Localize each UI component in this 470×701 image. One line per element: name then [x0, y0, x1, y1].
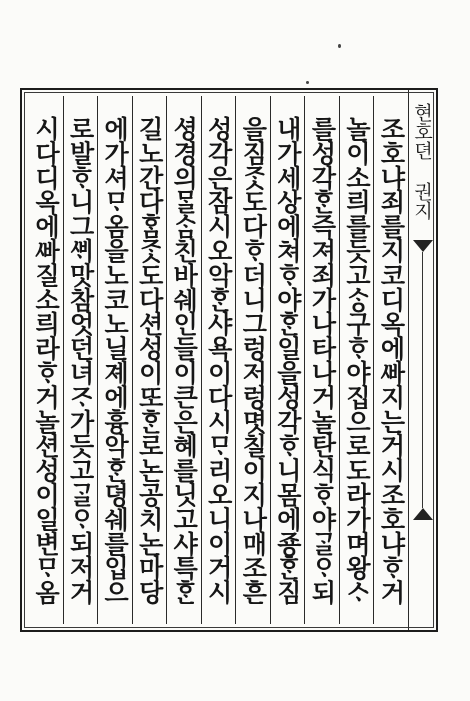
text-column: [304, 96, 339, 624]
column-text: 내가세상에쳐ᄒᆞ야ᄒᆞᆫ일을성각ᄒᆞ니몸에죵ᄒᆞᆫ짐: [273, 115, 303, 604]
text-column: [235, 96, 270, 624]
ink-speck: [306, 81, 309, 84]
text-column: [132, 96, 167, 624]
text-column: [339, 96, 374, 624]
text-column: [270, 96, 305, 624]
fish-tail-mark-bottom-icon: [413, 508, 433, 520]
column-text: 에가셔ᄆᆞ옴을노코노닐졔에흉악ᄒᆞᆫ뎡쉐를입으: [100, 115, 130, 604]
fish-tail-line: [422, 252, 423, 508]
fish-tail-margin: [408, 90, 436, 630]
text-column: [63, 96, 98, 624]
column-text: 조호냐죄를지코디옥에ᄲᅡ지는거시조호냐ᄒᆞ거: [376, 115, 406, 604]
column-text: 놀이소릐를듯고ᄉᆞᆼ구ᄒᆞ야집으로도라가며왕ᄉᆞ: [342, 115, 372, 604]
column-text: 로발ᄒᆞ니그ᄲᆡ맛참엇던녀ᄌᆞ가듯고ᄀᆞᆯᄋᆞ되저거: [66, 115, 96, 604]
text-columns: [28, 96, 408, 624]
fish-tail-title: 현호뎐 권지: [411, 102, 433, 220]
column-text: 시다디옥에ᄲᅡ질소릐라ᄒᆞ거놀션성이일변ᄆᆞ옴: [31, 115, 61, 604]
text-column: [166, 96, 201, 624]
text-column: [28, 96, 63, 624]
column-text: 셩경의ᄆᆞᆯᄉᆞᆷ친바쉐인들이큰은혜를닛고샤특ᄒᆞᆫ: [169, 115, 199, 604]
ink-speck: [338, 44, 341, 48]
column-text: 을짐ᄌᆞᆺ도다ᄒᆞ더니그렁저렁몃칠이지나매조흔: [238, 115, 268, 604]
text-column: [97, 96, 132, 624]
column-text: 성각은잠시오악ᄒᆞᆫ샤욕이다시ᄆᆞ리오니이거시: [204, 115, 234, 604]
page-frame: [20, 88, 438, 632]
column-text: 를성각ᄒᆞᆫ즉져죄가나타나거놀탄식ᄒᆞ야ᄀᆞᆯᄋᆞ되: [307, 115, 337, 604]
fish-tail-mark-top-icon: [413, 240, 433, 252]
text-column: [201, 96, 236, 624]
text-column: [373, 96, 408, 624]
column-text: 길노간다ᄒᆞᆷᄌᆞᆺ도다션성이또ᄒᆞᆫ로논공치논마당: [135, 115, 165, 604]
